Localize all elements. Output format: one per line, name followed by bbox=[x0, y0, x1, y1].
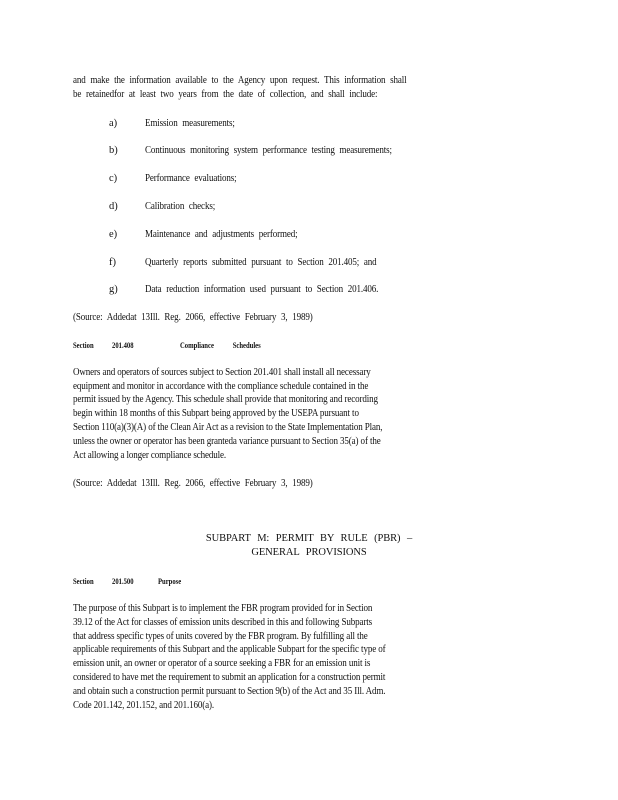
section-label: Section bbox=[73, 576, 94, 586]
list-item-text: Data reduction information used pursuant to Section 201.406. bbox=[145, 284, 379, 295]
intro-line-1: and make the information available to the Agency upon request. This information shall bbox=[73, 75, 407, 86]
section-408-line: equipment and monitor in accordance with the compliance schedule contained in the bbox=[73, 381, 369, 392]
list-item-text: Maintenance and adjustments performed; bbox=[145, 229, 298, 240]
section-500-line: Code 201.142, 201.152, and 201.160(a). bbox=[73, 700, 215, 711]
section-500-line: emission unit, an owner or operator of a source seeking a FBR for an emission unit is bbox=[73, 658, 371, 669]
section-408-line: unless the owner or operator has been granteda variance pursuant to Section 35(a) of the bbox=[73, 436, 381, 447]
intro-line-2: be retainedfor at least two years from the date of collection, and shall include: bbox=[73, 89, 378, 100]
section-title: Compliance Schedules bbox=[180, 340, 261, 350]
list-item-label: f) bbox=[109, 257, 116, 268]
list-item-text: Calibration checks; bbox=[145, 201, 216, 212]
list-item-text: Continuous monitoring system performance testing measurements; bbox=[145, 145, 392, 156]
section-label: Section bbox=[73, 340, 94, 350]
subpart-heading-line-2: GENERAL PROVISIONS bbox=[251, 547, 367, 558]
section-408-line: permit issued by the Agency. This schedule shall provide that monitoring and recording bbox=[73, 394, 378, 405]
section-500-line: The purpose of this Subpart is to implement the FBR program provided for in Section bbox=[73, 603, 373, 614]
list-item-label: g) bbox=[109, 284, 118, 295]
source-note: (Source: Addedat 13Ill. Reg. 2066, effective February 3, 1989) bbox=[73, 478, 313, 489]
section-number: 201.408 bbox=[112, 340, 134, 350]
list-item-text: Emission measurements; bbox=[145, 118, 235, 129]
list-item-text: Quarterly reports submitted pursuant to Section 201.405; and bbox=[145, 257, 377, 268]
source-note: (Source: Addedat 13Ill. Reg. 2066, effective February 3, 1989) bbox=[73, 312, 313, 323]
section-408-line: begin within 18 months of this Subpart being approved by the USEPA pursuant to bbox=[73, 408, 359, 419]
section-title: Purpose bbox=[158, 576, 182, 586]
section-408-line: Act allowing a longer compliance schedule. bbox=[73, 450, 227, 461]
subpart-heading-line-1: SUBPART M: PERMIT BY RULE (PBR) – bbox=[205, 533, 413, 544]
section-500-line: considered to have met the requirement to submit an application for a construction permit bbox=[73, 672, 386, 683]
section-408-line: Section 110(a)(3)(A) of the Clean Air Act as a revision to the State Implementation Plan, bbox=[73, 422, 383, 433]
list-item-label: b) bbox=[109, 145, 118, 156]
list-item-label: c) bbox=[109, 173, 118, 184]
list-item-label: d) bbox=[109, 201, 118, 212]
list-item-text: Performance evaluations; bbox=[145, 173, 237, 184]
section-500-line: applicable requirements of this Subpart and the applicable Subpart for the specific type of bbox=[73, 644, 386, 655]
section-500-line: that address specific types of units covered by the FBR program. By fulfilling all the bbox=[73, 631, 368, 642]
section-number: 201.500 bbox=[112, 576, 134, 586]
section-408-line: Owners and operators of sources subject to Section 201.401 shall install all necessary bbox=[73, 367, 371, 378]
section-500-line: 39.12 of the Act for classes of emission units described in this and following Subparts bbox=[73, 617, 373, 628]
section-500-line: and obtain such a construction permit pursuant to Section 9(b) of the Act and 35 Ill. Adm. bbox=[73, 686, 386, 697]
list-item-label: a) bbox=[109, 118, 118, 129]
list-item-label: e) bbox=[109, 229, 118, 240]
